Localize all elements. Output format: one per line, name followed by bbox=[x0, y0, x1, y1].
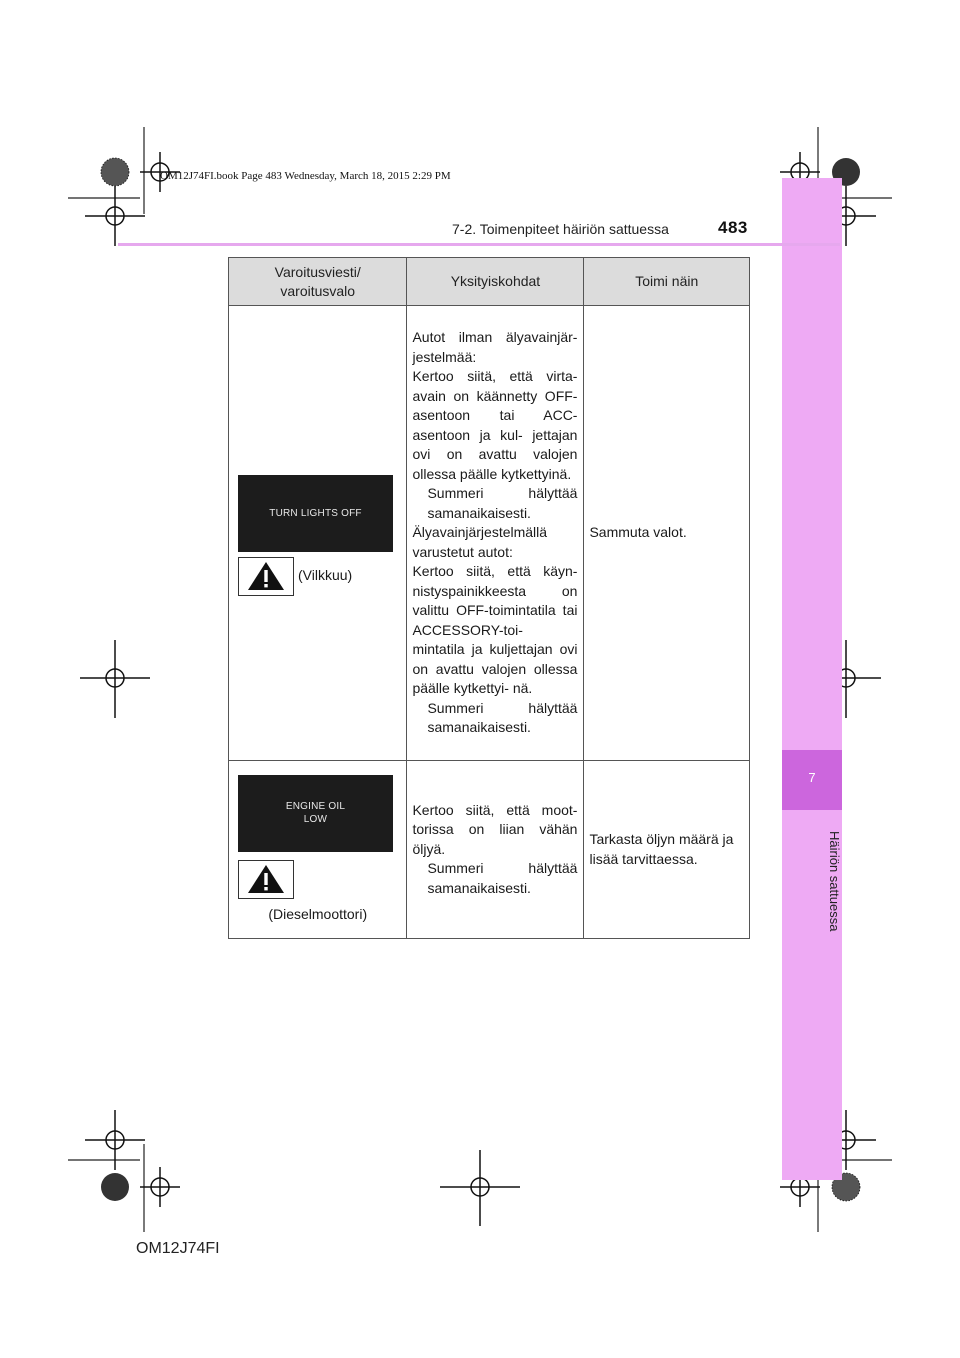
chapter-number: 7 bbox=[808, 770, 816, 785]
details-text: Summeri hälyttää samanaikaisesti. bbox=[427, 860, 578, 896]
warning-triangle-icon bbox=[246, 863, 286, 895]
print-mark-text: OM12J74FI.book Page 483 Wednesday, March 18, 2015 2:29 PM bbox=[160, 170, 451, 182]
action-cell bbox=[584, 761, 750, 939]
details-text: Autot ilman älyavainjär- jestelmää: bbox=[412, 329, 578, 365]
column-header-details: Yksityiskohdat bbox=[407, 258, 584, 306]
warning-indicator bbox=[238, 557, 406, 596]
display-panel bbox=[238, 775, 393, 852]
details-cell bbox=[407, 306, 584, 761]
action-cell bbox=[584, 306, 750, 761]
warning-light-box bbox=[238, 860, 294, 899]
action-text: Sammuta valot. bbox=[589, 524, 687, 541]
column-header-warning: Varoitusviesti/ varoitusvalo bbox=[229, 258, 407, 306]
details-text: Kertoo siitä, että virta- avain on käännetty OFF-asentoon tai ACC-asentoon ja kul- jettajan ovi on avattu valojen ollessa päälle kytkettyinä. bbox=[412, 368, 578, 482]
page-number: 483 bbox=[718, 218, 748, 237]
display-panel bbox=[238, 475, 393, 552]
details-text: Älyavainjärjestelmällä varustetut autot: bbox=[412, 524, 548, 560]
display-message-line-2: LOW bbox=[303, 814, 328, 826]
table-row bbox=[229, 761, 750, 939]
warning-cell bbox=[229, 306, 407, 761]
manual-code: OM12J74FI bbox=[136, 1240, 220, 1257]
warning-table bbox=[228, 257, 750, 939]
action-text: Tarkasta öljyn määrä ja lisää tarvittaessa. bbox=[589, 831, 734, 867]
warning-triangle-icon bbox=[246, 560, 286, 592]
details-cell bbox=[407, 761, 584, 939]
display-message-line-1: ENGINE OIL bbox=[285, 801, 346, 813]
warning-light-box bbox=[238, 557, 294, 596]
details-text: Kertoo siitä, että moot- torissa on liian vähän öljyä. bbox=[412, 801, 578, 857]
warning-cell bbox=[229, 761, 407, 939]
indicator-label: (Vilkkuu) bbox=[298, 567, 353, 584]
chapter-title: Häiriön sattuessa bbox=[827, 830, 842, 932]
indicator-label: (Dieselmoottori) bbox=[268, 905, 368, 922]
details-text: Summeri hälyttää samanaikaisesti. bbox=[427, 485, 578, 521]
display-message: TURN LIGHTS OFF bbox=[269, 507, 362, 519]
section-header: 7-2. Toimenpiteet häiriön sattuessa bbox=[452, 221, 669, 237]
warning-indicator bbox=[238, 860, 406, 899]
column-header-action: Toimi näin bbox=[584, 258, 750, 306]
details-text: Summeri hälyttää samanaikaisesti. bbox=[427, 699, 578, 736]
table-row bbox=[229, 306, 750, 761]
table-header-row bbox=[229, 258, 750, 306]
chapter-side-tab bbox=[782, 178, 842, 1180]
header-rule bbox=[118, 243, 840, 246]
details-text: Kertoo siitä, että käyn- nistyspainikkeesta on valittu OFF-toimintatila tai ACCESSORY-toi- mintatila ja kuljettajan ovi on avattu valojen ollessa päälle kytkettyi- nä. bbox=[412, 563, 578, 697]
